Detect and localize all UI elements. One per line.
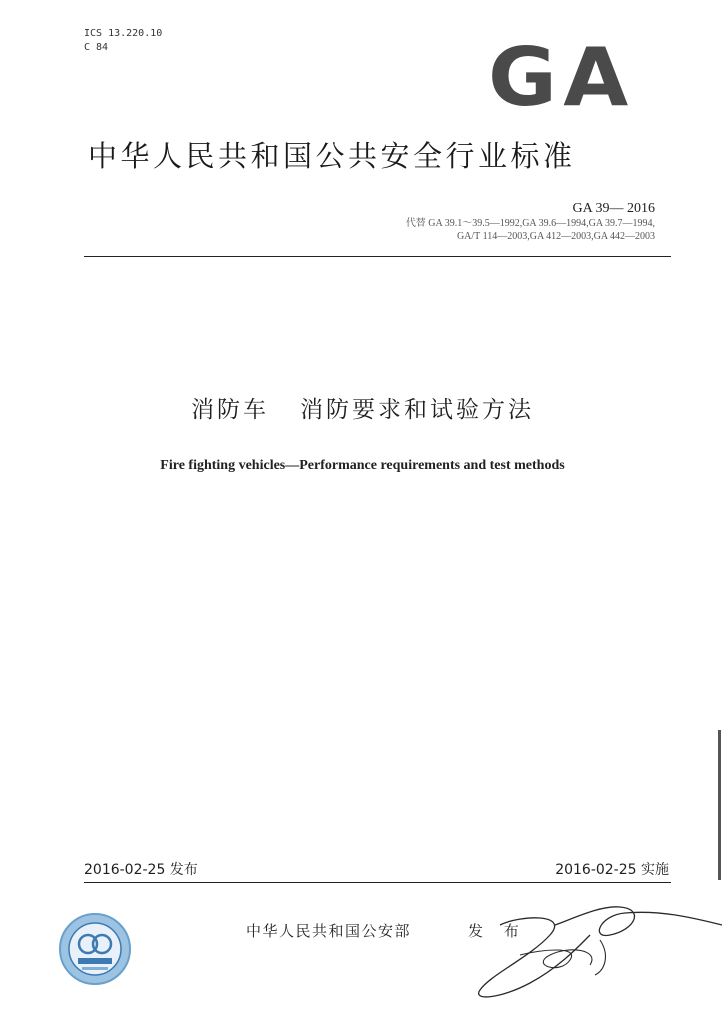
- top-divider: [84, 256, 671, 257]
- standard-number: GA 39— 2016: [572, 201, 655, 216]
- bottom-divider: [84, 882, 671, 883]
- replaces-line-2: GA/T 114—2003,GA 412—2003,GA 442—2003: [456, 231, 655, 242]
- ics-code: ICS 13.220.10: [84, 28, 163, 39]
- ccs-code: C 84: [84, 42, 109, 53]
- certification-stamp-icon: [58, 912, 132, 986]
- issued-label: 发 布: [468, 922, 527, 940]
- issue-date: 2016-02-25 发布: [84, 862, 198, 878]
- replaces-note: [275, 217, 655, 243]
- signature-icon: [460, 895, 725, 1005]
- chinese-title: 消防车 消防要求和试验方法: [191, 397, 534, 423]
- standard-title: 中华人民共和国公共安全行业标准: [88, 139, 576, 173]
- issuing-authority: 中华人民共和国公安部: [246, 922, 412, 940]
- replaces-line-1: 代替 GA 39.1～39.5—1992,GA 39.6—1994,GA 39.7—1994,: [405, 218, 655, 229]
- english-title: Fire fighting vehicles—Performance requirements and test methods: [160, 458, 565, 473]
- ga-logo: GA: [488, 31, 635, 124]
- scan-edge-mark: [718, 730, 721, 880]
- implementation-date: 2016-02-25 实施: [555, 862, 669, 878]
- classification-codes: [84, 27, 162, 55]
